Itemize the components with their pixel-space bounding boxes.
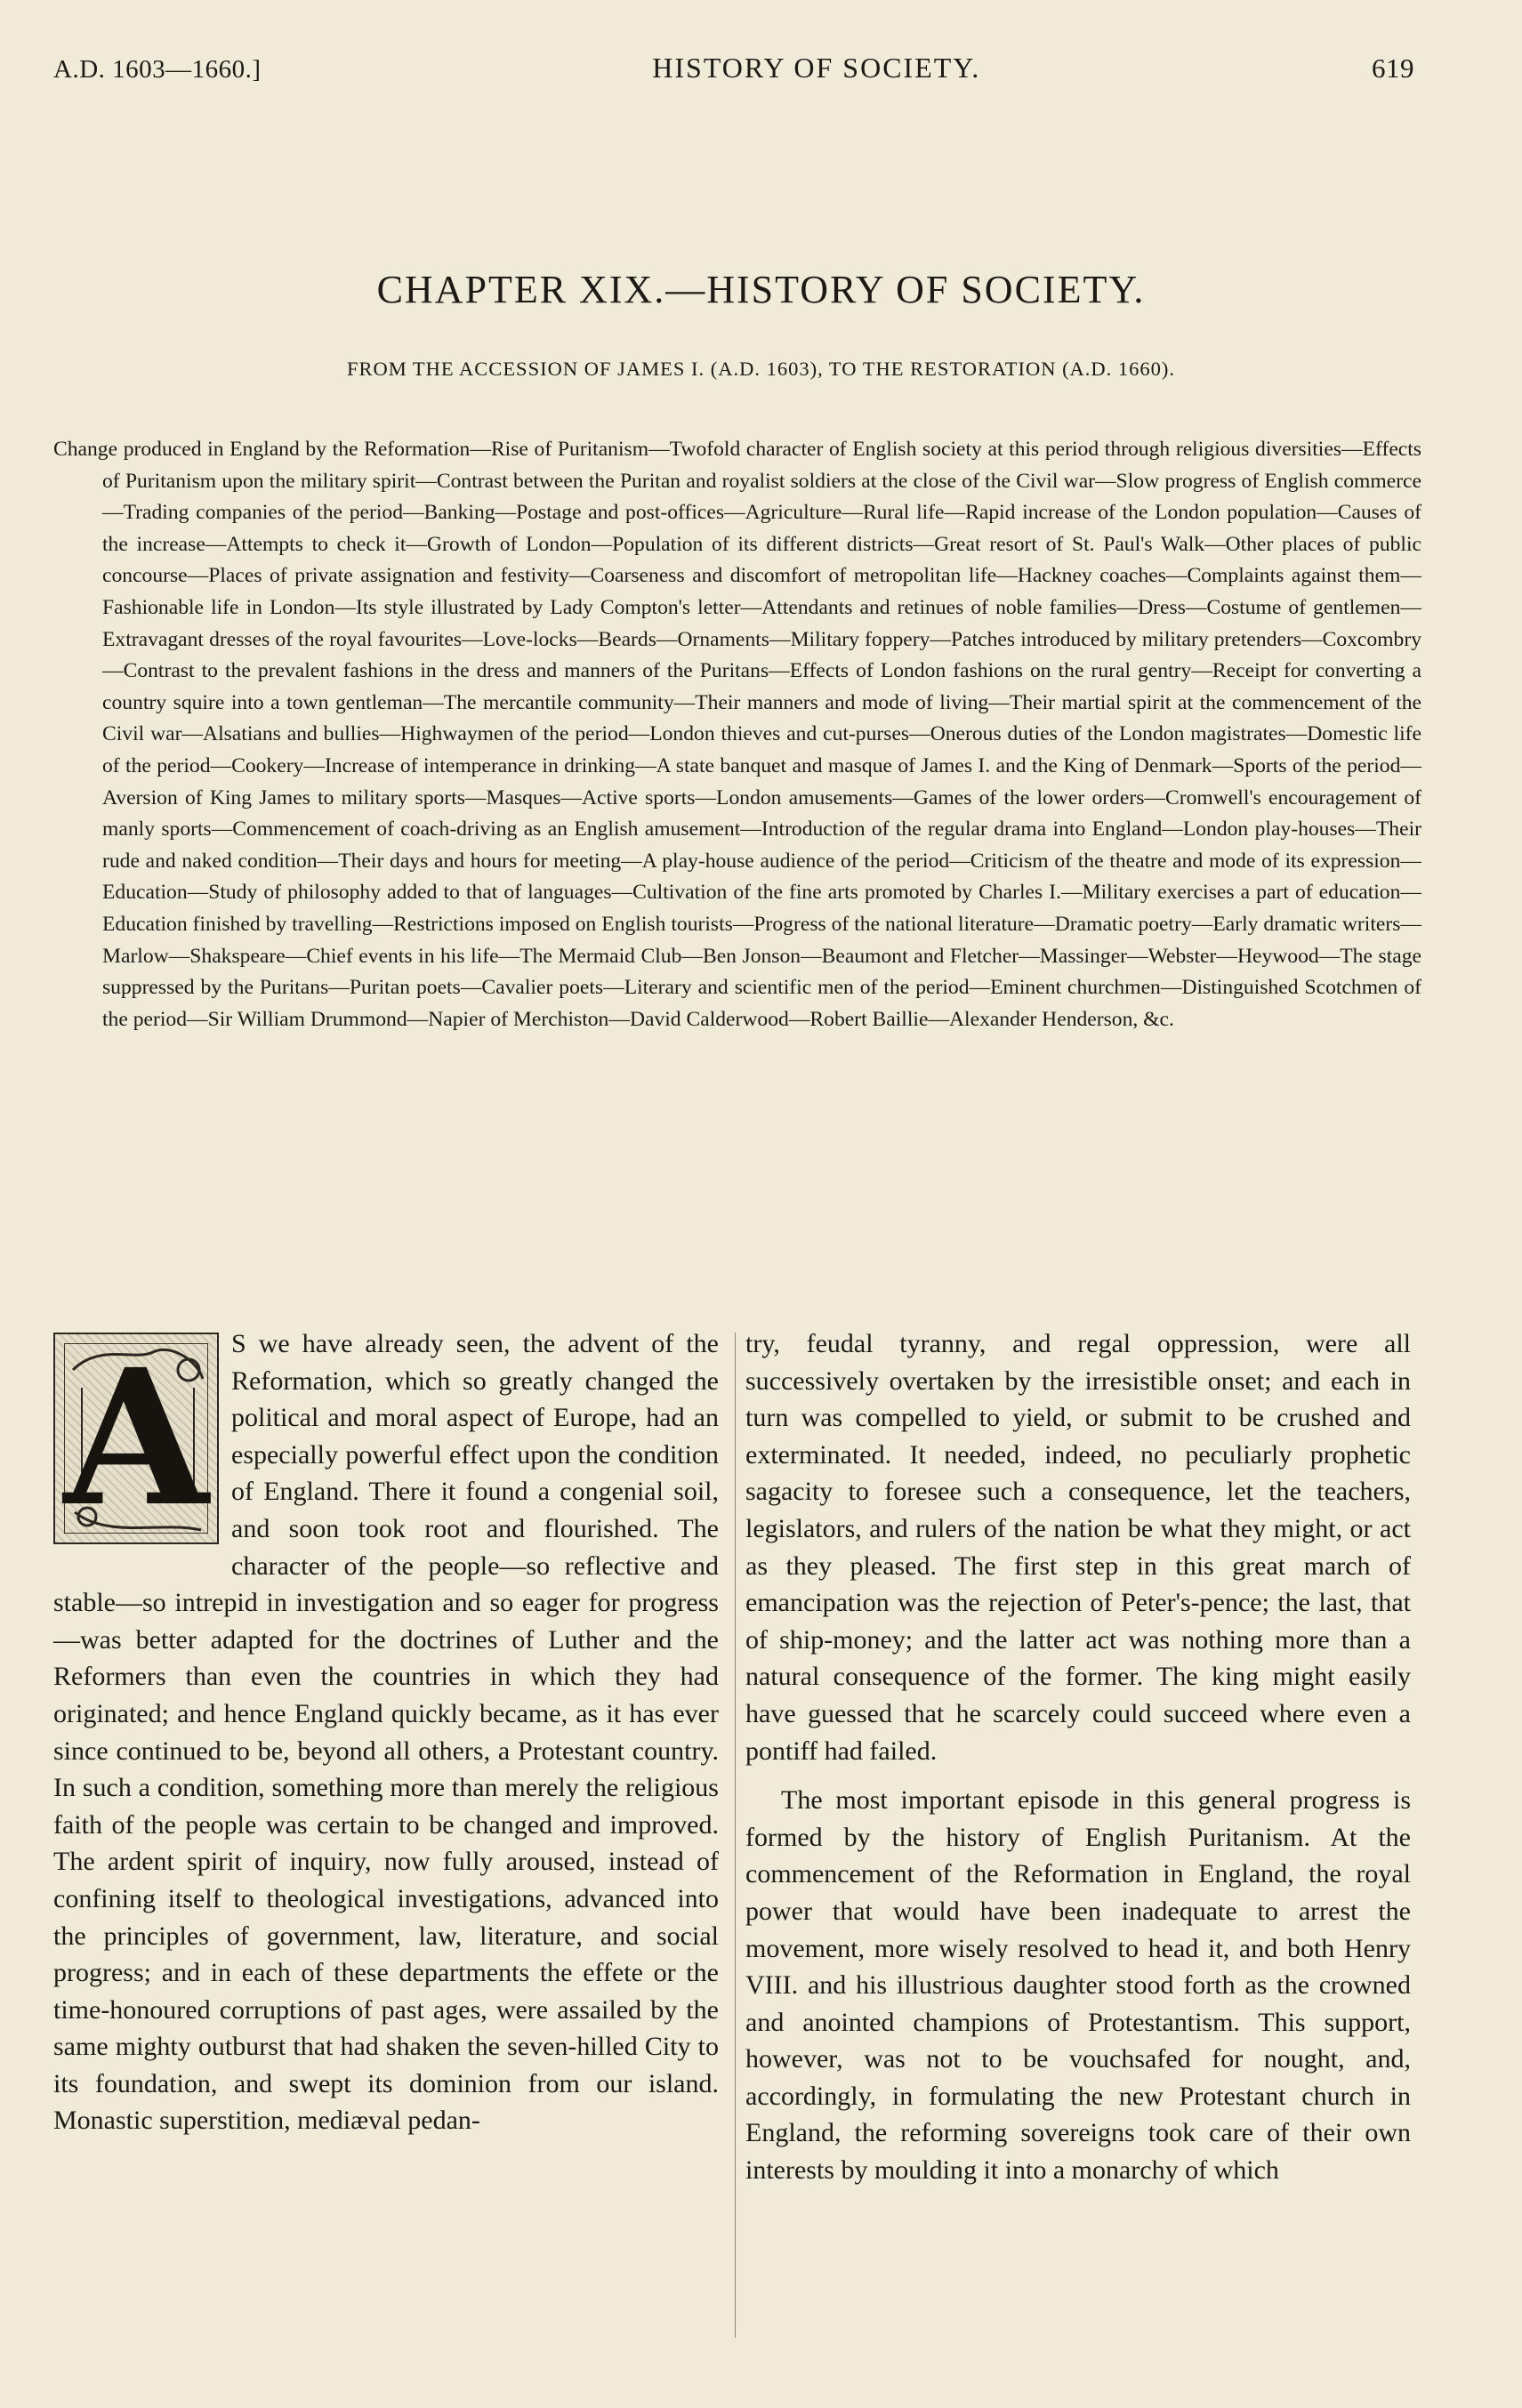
ornamental-dropcap	[53, 1328, 219, 1548]
chapter-summary	[53, 434, 1421, 1035]
chapter-subtitle: FROM THE ACCESSION OF JAMES I. (A.D. 1603), TO THE RESTORATION (A.D. 1660).	[346, 358, 1176, 380]
right-column	[745, 1325, 1411, 2189]
body-columns	[53, 1325, 1423, 2348]
dropcap-letter: A	[63, 1328, 209, 1548]
right-column-paragraph-1: try, feudal tyranny, and regal oppression, were all successively overtaken by the irresistible onset; and each in turn was compelled to yield, or submit to be crushed and exterminated. It needed, indeed, no peculiarly prophetic sagacity to foresee such a consequence, let the teachers, legislators, and rulers of the nation be what they might, or act as they pleased. The first step in this great march of emancipation was the rejection of Peter's-pence; the last, that of ship-money; and the latter act was nothing more than a natural consequence of the former. The king might easily have guessed that he scarcely could succeed where even a pontiff had failed.	[745, 1329, 1411, 1766]
page-number: 619	[1371, 52, 1414, 84]
chapter-title: CHAPTER XIX.—HISTORY OF SOCIETY.	[376, 268, 1146, 311]
left-column	[53, 1325, 719, 2139]
column-divider	[735, 1333, 736, 2338]
right-column-paragraph-2: The most important episode in this general progress is formed by the history of English Puritanism. At the commencement of the Reformation in England, the royal power that would have been inadequate to arrest the movement, more wisely resolved to head it, and both Henry VIII. and his illustrious daughter stood forth as the crowned and anointed champions of Protestantism. This support, however, was not to be vouchsafed for nought, and, accordingly, in formulating the new Protestant church in England, the reforming sovereigns took care of their own interests by moulding it into a monarchy of which	[745, 1785, 1411, 2186]
header-title: HISTORY OF SOCIETY.	[652, 52, 981, 84]
running-header	[53, 52, 1414, 87]
header-date-range: A.D. 1603—1660.]	[53, 55, 262, 84]
left-column-text: S we have already seen, the advent of the Reformation, which so greatly changed the political and moral aspect of Europe, had an especially powerful effect upon the condition of England. There it found a congenial soil, and soon took root and flourished. The character of the people—so reflective and stable—so intrepid in investigation and so eager for progress—was better adapted for the doctrines of Luther and the Reformers than even the countries in which they had originated; and hence England quickly became, as it has ever since continued to be, beyond all others, a Protestant country. In such a condition, something more than merely the religious faith of the people was certain to be changed and improved. The ardent spirit of inquiry, now fully aroused, instead of confining itself to theological investigations, advanced into the principles of government, law, literature, and social progress; and in each of these departments the effete or the time-honoured corruptions of past ages, were assailed by the same mighty outburst that had shaken the seven-hilled City to its foundation, and swept its dominion from our island. Monastic superstition, mediæval pedan-	[53, 1329, 719, 2136]
chapter-summary-text: Change produced in England by the Reformation—Rise of Puritanism—Twofold character of English society at this period through religious diversities—Effects of Puritanism upon the military spirit—Contrast between the Puritan and royalist soldiers at the close of the Civil war—Slow progress of English commerce—Trading companies of the period—Banking—Postage and post-offices—Agriculture—Rural life—Rapid increase of the London population—Causes of the increase—Attempts to check it—Growth of London—Population of its different districts—Great resort of St. Paul's Walk—Other places of public concourse—Places of private assignation and festivity—Coarseness and discomfort of metropolitan life—Hackney coaches—Complaints against them—Fashionable life in London—Its style illustrated by Lady Compton's letter—Attendants and retinues of noble families—Dress—Costume of gentlemen—Extravagant dresses of the royal favourites—Love-locks—Beards—Ornaments—Military foppery—Patches introduced by military pretenders—Coxcombry—Contrast to the prevalent fashions in the dress and manners of the Puritans—Effects of London fashions on the rural gentry—Receipt for converting a country squire into a town gentleman—The mercantile community—Their manners and mode of living—Their martial spirit at the commencement of the Civil war—Alsatians and bullies—Highwaymen of the period—London thieves and cut-purses—Onerous duties of the London magistrates—Domestic life of the period—Cookery—Increase of intemperance in drinking—A state banquet and masque of James I. and the King of Denmark—Sports of the period—Aversion of King James to military sports—Masques—Active sports—London amusements—Games of the lower orders—Cromwell's encouragement of manly sports—Commencement of coach-driving as an English amusement—Introduction of the regular drama into England—London play-houses—Their rude and naked condition—Their days and hours for meeting—A play-house audience of the period—Criticism of the theatre and mode of its expression—Education—Study of philosophy added to that of languages—Cultivation of the fine arts promoted by Charles I.—Military exercises a part of education—Education finished by travelling—Restrictions imposed on English tourists—Progress of the national literature—Dramatic poetry—Early dramatic writers—Marlow—Shakspeare—Chief events in his life—The Mermaid Club—Ben Jonson—Beaumont and Fletcher—Massinger—Webster—Heywood—The stage suppressed by the Puritans—Puritan poets—Cavalier poets—Literary and scientific men of the period—Eminent churchmen—Distinguished Scotchmen of the period—Sir William Drummond—Napier of Merchiston—David Calderwood—Robert Baillie—Alexander Henderson, &c.	[53, 438, 1421, 1031]
